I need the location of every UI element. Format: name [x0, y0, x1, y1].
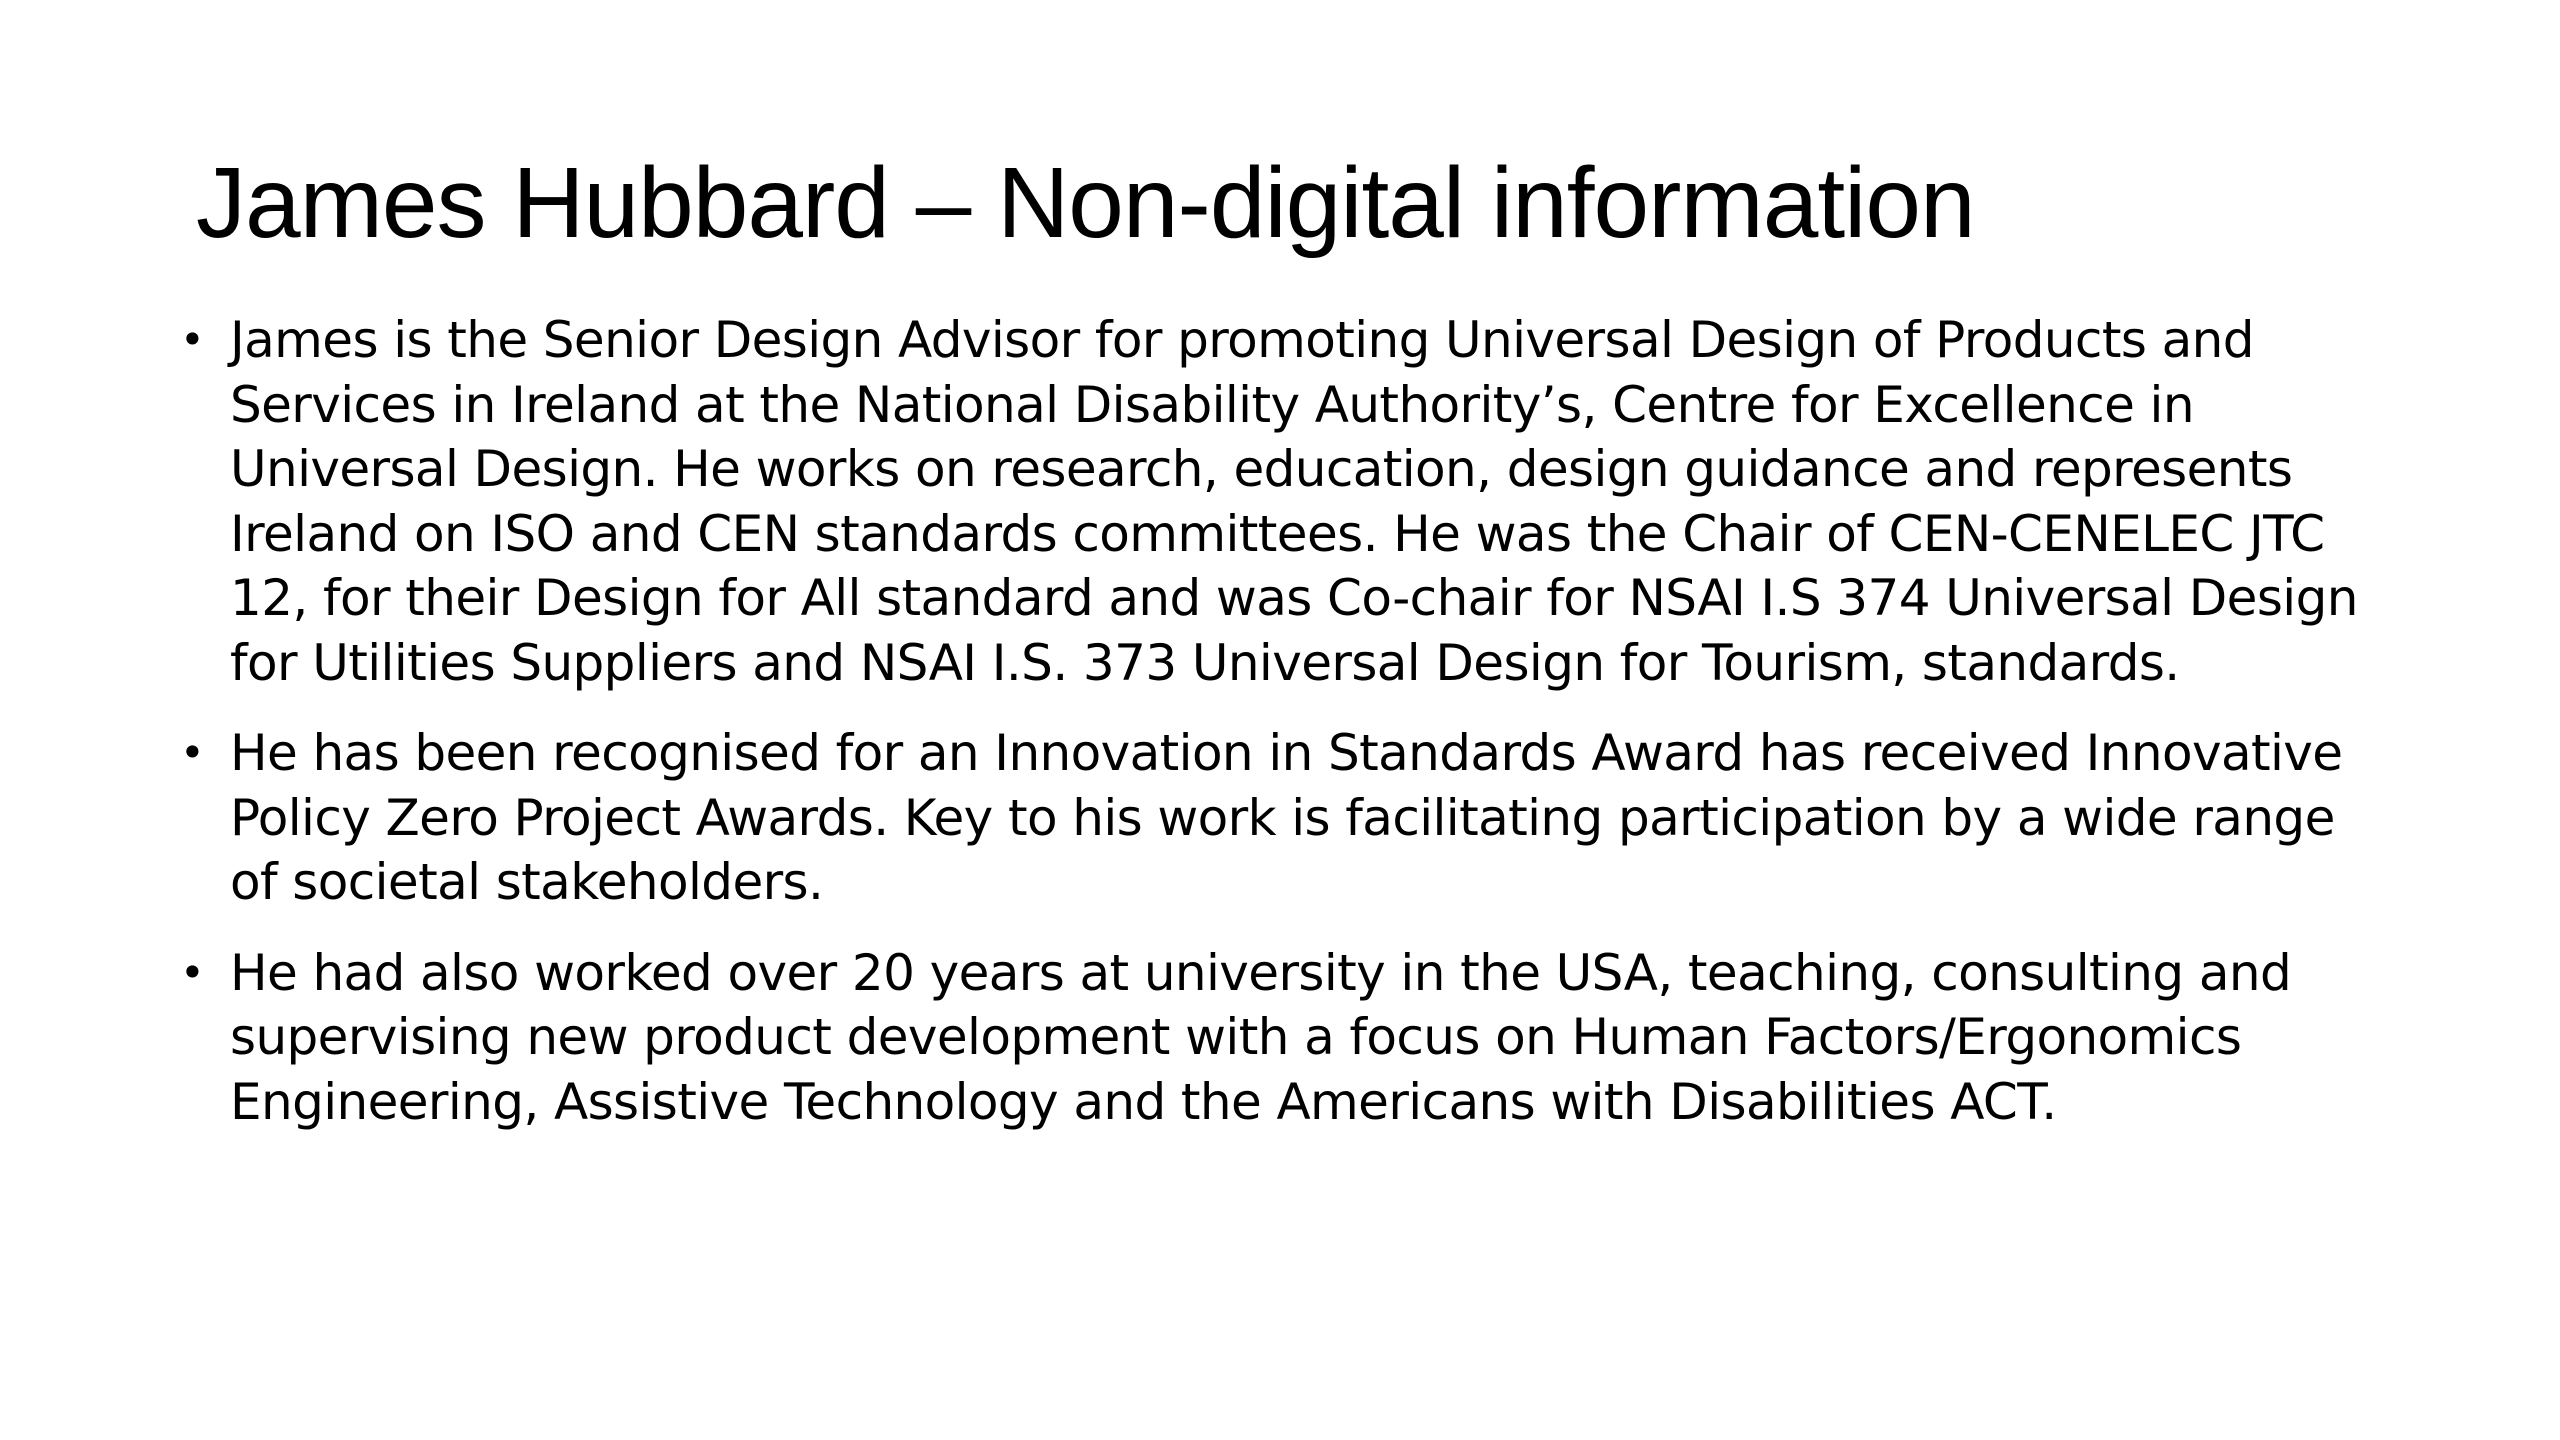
slide-title: James Hubbard – Non-digital information	[196, 147, 1975, 259]
bullet-text-awards: He has been recognised for an Innovation in Standards Award has received Innovative Policy Zero Project Awards. Key to his work is facilitating participation by a wide range of societal stakeholders.	[230, 724, 2343, 911]
bullet-icon: •	[180, 947, 205, 997]
bullet-icon: •	[180, 728, 205, 777]
bullet-text-role: James is the Senior Design Advisor for promoting Universal Design of Products and Services in Ireland at the National Disability Authority’s, Centre for Excellence in Universal Design. He works on research, education, design guidance and represents Ireland on ISO and CEN standards committees. He was the Chair of CEN-CENELEC JTC 12, for their Design for All standard and was Co-chair for NSAI I.S 374 Universal Design for Utilities Suppliers and NSAI I.S. 373 Universal Design for Tourism, standards.	[230, 311, 2358, 692]
bullet-icon: •	[180, 315, 205, 364]
bullet-list	[176, 308, 2396, 1160]
bullet-item-role	[176, 308, 2396, 695]
bullet-text-university: He had also worked over 20 years at university in the USA, teaching, consulting and supervising new product development with a focus on Human Factors/Ergonomics Engineering, Assistive Technology and the Americans with Disabilities ACT.	[230, 943, 2292, 1131]
bullet-item-awards	[176, 721, 2396, 915]
bullet-item-university	[176, 941, 2396, 1135]
